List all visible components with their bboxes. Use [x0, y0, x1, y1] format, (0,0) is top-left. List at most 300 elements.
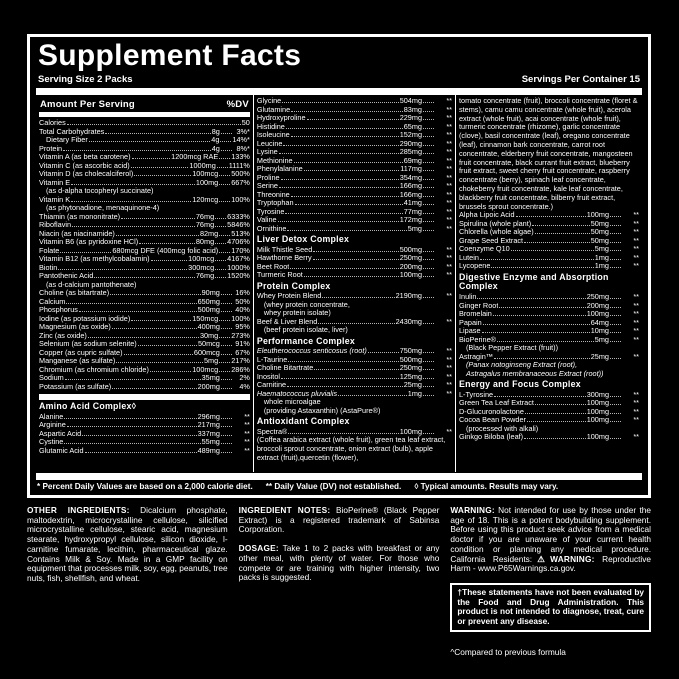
fda-disclaimer-text: †These statements have not been evaluated by the Food and Drug Administration. This product is not intended to diagnose, treat, cure or prevent any disease.: [457, 586, 645, 627]
nutrient-amount: 100mg: [586, 432, 609, 442]
nutrient-name: Alpha Lipoic Acid: [459, 211, 515, 220]
nutrient-amount: 680mcg DFE (400mcg folic acid): [112, 245, 219, 255]
nutrient-row: [257, 373, 452, 382]
dot-leader: [151, 260, 188, 261]
nutrient-amount: 90mg: [201, 288, 220, 297]
dot-leader: [221, 426, 232, 427]
dosage-text: Take 1 to 2 packs with breakfast or any other meal, with plenty of water. For those who compete or are training with higher intensity, two packs is suggested.: [238, 543, 440, 583]
dot-leader: [610, 225, 621, 226]
dot-leader: [286, 128, 403, 129]
nutrient-amount: 489mg: [197, 445, 220, 455]
nutrient-amount: 1000mg: [189, 160, 216, 170]
dot-leader: [423, 230, 434, 231]
dot-leader: [221, 328, 232, 329]
nutrient-row: [459, 391, 639, 400]
nutrient-dv: **: [446, 270, 452, 280]
divider-bar: [39, 394, 250, 400]
compared-note: ^Compared to previous formula: [450, 646, 566, 657]
nutrient-name: Milk Thistle Seed: [256, 245, 313, 254]
dot-leader: [483, 324, 590, 325]
nutrient-name: Cocoa Bean Powder: [459, 416, 526, 425]
dot-leader: [423, 170, 434, 171]
nutrient-name: Pantothenic Acid: [39, 272, 94, 280]
nutrient-name: D-Glucuronolactone: [459, 407, 524, 416]
dot-leader: [134, 175, 191, 176]
dot-leader: [219, 201, 230, 202]
nutrient-dv: **: [244, 445, 250, 455]
dot-leader: [338, 395, 407, 396]
nutrient-amount: 217mg: [197, 420, 220, 430]
nutrient-amount: 50mg: [590, 227, 609, 237]
nutrient-row: [257, 347, 452, 356]
dot-leader: [219, 320, 230, 321]
dot-leader: [610, 396, 621, 397]
nutrient-dv: **: [446, 371, 452, 381]
nutrient-columns: [36, 95, 642, 472]
nutrient-row: [39, 264, 250, 273]
nutrient-name: Tyrosine: [256, 207, 285, 216]
dot-leader: [610, 413, 621, 414]
nutrient-row: [459, 228, 639, 237]
nutrient-row: [459, 211, 639, 220]
nutrient-amount: 25mg: [403, 380, 422, 390]
section-header: Antioxidant Complex: [256, 416, 350, 427]
footnote-row: [36, 480, 642, 492]
dot-leader: [105, 133, 210, 134]
dot-leader: [610, 267, 621, 268]
dot-leader: [110, 294, 200, 295]
dot-leader: [313, 251, 398, 252]
bottom-section: [27, 506, 651, 657]
nutrient-name: Vitamin A (as beta carotene): [39, 153, 131, 161]
dot-leader: [215, 277, 226, 278]
nutrient-name: Chromium (as chromium chloride): [39, 365, 149, 374]
nutrient-name: Calories: [39, 119, 66, 127]
nutrient-amount: 296mg: [197, 411, 220, 421]
nutrient-amount: 5mg: [407, 223, 422, 233]
nutrient-name: Spirulina (whole plant): [459, 219, 532, 228]
dot-leader: [497, 341, 594, 342]
amount-per-serving-header-row: [39, 97, 250, 112]
nutrient-amount: 83mg: [403, 104, 422, 114]
dot-leader: [282, 102, 398, 103]
dot-leader: [610, 341, 621, 342]
dot-leader: [423, 136, 434, 137]
nutrient-name: Ginkgo Biloba (leaf): [459, 433, 524, 442]
other-ingredients-text: Dicalcium phosphate, maltodextrin, microcrystalline cellulose, silicified microcrystalline cellulose, stearic acid, magnesium stearate, hydroxypropyl cellulose, silicon dioxide, l-carnitine fumarate, lecithin, pharmaceutical glaze. Contains Milk & Soy. Made in a GMP facility on equipment that processes milk, soy, egg, peanuts, tree nuts, fish, shellfish, and wheat.: [27, 505, 228, 583]
dot-leader: [150, 371, 191, 372]
nutrient-name: Lipase: [459, 327, 481, 336]
dot-leader: [304, 170, 399, 171]
dot-leader: [423, 179, 434, 180]
nutrient-amount: 64mg: [590, 317, 609, 327]
nutrient-amount: 100mg: [586, 415, 609, 425]
dot-leader: [423, 196, 434, 197]
dot-leader: [288, 433, 398, 434]
nutrient-row: [39, 196, 250, 205]
ingredient-note: (beef protein isolate, liver): [263, 326, 348, 335]
nutrient-amount: 10mg: [590, 326, 609, 336]
nutrient-row: [39, 272, 250, 281]
nutrient-amount: 100mg: [195, 177, 219, 187]
nutrient-row: [257, 381, 452, 390]
nutrient-dv: 50%: [235, 296, 250, 306]
nutrient-row: [257, 199, 452, 208]
nutrient-row: [39, 247, 250, 256]
nutrient-amount: 1mg: [594, 252, 609, 262]
nutrient-dv: **: [633, 398, 639, 408]
dot-leader: [121, 218, 195, 219]
nutrient-name: Methionine: [256, 156, 293, 165]
nutrient-amount: 50mg: [590, 235, 609, 245]
dot-leader: [221, 388, 232, 389]
nutrient-amount: 337mg: [197, 428, 220, 438]
nutrient-amount: 354mg: [399, 172, 422, 182]
nutrient-dv: 5846%: [227, 220, 250, 229]
dot-leader: [423, 213, 434, 214]
nutrient-amount: 1mg: [594, 261, 609, 271]
dot-leader: [423, 259, 434, 260]
dot-leader: [221, 311, 232, 312]
dot-leader: [423, 187, 434, 188]
dot-leader: [71, 184, 195, 185]
dot-leader: [283, 145, 398, 146]
nutrient-row: [39, 179, 250, 188]
nutrient-dv: **: [446, 354, 452, 364]
ingredient-paragraph: tomato concentrate (fruit), broccoli concentrate (floret & stems), camu camu concentrate (whole fruit), acerola extract (whole fruit), acai concentrate (whole fruit), turmeric concentrate (rhizome), garlic concentrate (clove), basil concentrate (leaf), oregano concentrate (leaf), cinnamon bark concentrate, carrot root concentrate, elderberry fruit concentrate, mangosteen fruit concentrate, black currant fruit extract, blueberry fruit extract, sweet cherry fruit concentrate, raspberry concentrate (berry), spinach leaf concentrate, chokeberry fruit concentrate, kale leaf concentrate, blackberry fruit concentrate, bilberry fruit extract, brussels sprout concentrate.): [459, 96, 638, 211]
dot-leader: [423, 153, 434, 154]
nutrient-amount: 600mcg: [193, 347, 220, 357]
nutrient-amount: 69mg: [403, 155, 422, 165]
nutrient-row: [257, 191, 452, 200]
nutrient-dv: **: [633, 351, 639, 361]
dot-leader: [116, 362, 203, 363]
dot-leader: [610, 259, 621, 260]
nutrient-dv: **: [633, 227, 639, 237]
column-middle: [253, 95, 455, 472]
nutrient-dv: **: [446, 130, 452, 139]
nutrient-name: Vitamin B12 (as methylcobalamin): [39, 255, 150, 263]
dot-leader: [66, 303, 196, 304]
dot-leader: [138, 345, 197, 346]
nutrient-amount: 80mg: [195, 237, 215, 246]
nutrient-dv: **: [446, 104, 452, 114]
section-header: Digestive Enzyme and Absorption Complex: [459, 271, 609, 292]
nutrient-dv: **: [446, 121, 452, 131]
nutrient-amount: 285mg: [399, 147, 422, 156]
nutrient-row: [39, 255, 250, 264]
dot-leader: [279, 153, 399, 154]
nutrient-dv: **: [446, 198, 452, 207]
nutrient-name: Papain: [459, 318, 482, 327]
ingredient-note: (Panax notoginseng Extract (root),: [466, 361, 578, 370]
nutrient-row: [257, 174, 452, 183]
nutrient-name: Grape Seed Extract: [459, 236, 524, 245]
dot-leader: [215, 226, 226, 227]
nutrient-row: [459, 262, 639, 271]
nutrient-dv: 2%: [239, 373, 250, 382]
nutrient-dv: 1000%: [227, 262, 250, 272]
nutrient-dv: **: [446, 155, 452, 165]
nutrient-amount: 500mg: [399, 244, 422, 254]
nutrient-name: Dietary Fiber: [46, 136, 88, 144]
nutrient-name: Hawthorne Berry: [256, 254, 312, 263]
supplement-facts-panel: [27, 34, 651, 498]
nutrient-dv: 16%: [235, 288, 250, 297]
nutrient-dv: 513%: [231, 228, 250, 238]
prop65-warning-label: ⚠WARNING:: [532, 553, 595, 564]
prop65-warning-text: Reproductive Harm - www.P65Warnings.ca.gov.: [450, 553, 652, 574]
nutrient-amount: 76mg: [195, 211, 215, 221]
nutrient-name: Whey Protein Blend: [256, 292, 322, 301]
nutrient-name: Isoleucine: [256, 131, 290, 139]
dot-leader: [65, 379, 201, 380]
dot-leader: [64, 418, 196, 419]
ingredient-note: whey protein isolate): [263, 309, 331, 318]
dot-leader: [480, 259, 594, 260]
nutrient-dv: 100%: [231, 313, 250, 323]
dot-leader: [318, 323, 394, 324]
nutrient-row: [257, 106, 452, 115]
other-ingredients-paragraph: [27, 506, 228, 584]
nutrient-row: [257, 292, 452, 301]
dot-leader: [610, 298, 621, 299]
dot-leader: [219, 184, 230, 185]
nutrient-row: [257, 165, 452, 174]
nutrient-amount: 5mg: [204, 356, 219, 365]
nutrient-row: [39, 383, 250, 392]
nutrient-name: Biotin: [39, 263, 58, 272]
nutrient-name: Magnesium (as oxide): [39, 323, 111, 331]
nutrient-row: [257, 225, 452, 234]
nutrient-dv: **: [633, 292, 639, 302]
nutrient-name: Sodium: [39, 374, 64, 382]
dot-leader: [423, 369, 434, 370]
dot-leader: [116, 235, 199, 236]
nutrient-amount: 117mg: [400, 164, 422, 173]
nutrient-dv: 4167%: [227, 254, 250, 263]
nutrient-amount: 200mg: [586, 300, 609, 310]
dot-leader: [221, 418, 232, 419]
nutrient-row: [459, 399, 639, 408]
nutrient-amount: 4g: [211, 143, 220, 153]
nutrient-name: Valine: [256, 216, 277, 224]
nutrient-amount: 50: [241, 118, 250, 127]
nutrient-dv: **: [633, 317, 639, 327]
ingredient-note: (as phytonadione, menaquinone-4): [46, 204, 160, 212]
dot-leader: [491, 267, 593, 268]
dot-leader: [291, 136, 399, 137]
dv-header-label: %DV: [226, 99, 249, 110]
nutrient-name: Eleutherococcus senticosus (root): [256, 347, 367, 356]
ingredient-notes-text: BioPerine® (Black Pepper Extract) is a registered trademark of Sabinsa Corporation.: [238, 505, 440, 535]
nutrient-amount: 100mg: [399, 270, 422, 280]
dot-leader: [215, 243, 226, 244]
nutrient-amount: 100mg: [586, 309, 609, 319]
dot-leader: [281, 378, 399, 379]
warning-column: [450, 506, 651, 657]
dot-leader: [322, 297, 394, 298]
dot-leader: [221, 435, 232, 436]
nutrient-dv: **: [446, 388, 452, 398]
section-header: Liver Detox Complex: [256, 234, 350, 244]
nutrient-name: Ornithine: [256, 224, 287, 233]
ingredient-note: (Black Pepper Extract (fruit)): [466, 344, 559, 353]
nutrient-name: Serine: [256, 182, 278, 190]
dot-leader: [610, 438, 621, 439]
right-rows: [459, 97, 639, 442]
dot-leader: [423, 102, 434, 103]
nutrient-row: [459, 416, 639, 425]
dot-leader: [527, 421, 586, 422]
nutrient-amount: 100mcg: [192, 169, 219, 178]
nutrient-dv: **: [446, 181, 452, 190]
nutrient-row: [39, 306, 250, 315]
ingredient-note: (processed with alkali): [466, 424, 539, 433]
ingredient-note: (as d-calcium pantothenate): [46, 280, 137, 289]
nutrient-amount: 172mg: [399, 215, 422, 224]
nutrient-dv: **: [446, 363, 452, 373]
dot-leader: [215, 260, 226, 261]
dot-leader: [64, 443, 200, 444]
dot-leader: [532, 225, 590, 226]
nutrient-row: [459, 336, 639, 345]
dot-leader: [278, 221, 399, 222]
nutrient-name: Vitamin C (as ascorbic acid): [39, 161, 130, 170]
column-right: [455, 95, 642, 472]
dot-leader: [524, 242, 590, 243]
nutrient-name: Thiamin (as mononitrate): [39, 212, 121, 221]
nutrient-amount: 150mcg: [192, 313, 219, 323]
nutrient-amount: 41mg: [403, 198, 422, 207]
nutrient-dv: **: [633, 300, 639, 310]
nutrient-dv: **: [633, 326, 639, 336]
dot-leader: [215, 269, 226, 270]
nutrient-amount: 50mg: [590, 218, 609, 228]
nutrient-dv: 100%: [231, 194, 250, 204]
nutrient-amount: 200mg: [197, 381, 220, 391]
nutrient-amount: 35mg: [201, 373, 220, 382]
nutrient-amount: 250mg: [586, 292, 609, 302]
nutrient-name: Lutein: [459, 253, 479, 262]
dot-leader: [72, 226, 195, 227]
nutrient-amount: 76mg: [195, 220, 215, 229]
nutrient-dv: **: [633, 432, 639, 442]
dot-leader: [279, 187, 399, 188]
nutrient-dv: **: [633, 261, 639, 271]
nutrient-amount: 5mg: [594, 244, 609, 254]
nutrient-name: Calcium: [39, 297, 66, 306]
nutrient-dv: **: [446, 96, 452, 105]
notes-dosage-column: [239, 506, 440, 657]
nutrient-row: [459, 327, 639, 336]
nutrient-name: Coenzyme Q10: [459, 245, 510, 254]
nutrient-amount: 300mcg: [188, 262, 215, 272]
nutrient-name: Tryptophan: [256, 199, 294, 207]
nutrient-name: Iodine (as potassium iodide): [39, 314, 131, 323]
nutrient-dv: **: [446, 261, 452, 271]
dot-leader: [85, 452, 197, 453]
nutrient-dv: **: [446, 380, 452, 390]
nutrient-dv: 667%: [231, 177, 250, 187]
dot-leader: [290, 268, 398, 269]
dot-leader: [294, 162, 403, 163]
nutrient-row: [257, 131, 452, 140]
nutrient-row: [39, 145, 250, 154]
dot-leader: [67, 124, 241, 125]
nutrient-amount: 2190mg: [395, 291, 422, 301]
nutrient-name: Choline Bitartrate: [256, 364, 314, 373]
dot-leader: [60, 252, 111, 253]
dot-leader: [314, 369, 398, 370]
nutrient-row: [459, 254, 639, 263]
nutrient-dv: 40%: [235, 305, 250, 314]
nutrient-row: [459, 353, 639, 362]
dot-leader: [220, 141, 231, 142]
nutrient-amount: 125mg: [399, 371, 422, 381]
nutrient-name: BioPerine®: [459, 335, 497, 344]
nutrient-name: Cystine: [39, 438, 64, 447]
nutrient-name: Beef & Liver Blend: [256, 317, 318, 326]
nutrient-name: Green Tea Leaf Extract: [459, 399, 534, 408]
dot-leader: [307, 119, 399, 120]
dot-leader: [221, 379, 232, 380]
nutrient-dv: 3%*: [236, 126, 250, 136]
nutrient-amount: 120mcg: [192, 194, 219, 204]
dot-leader: [423, 251, 434, 252]
dot-leader: [58, 269, 187, 270]
nutrient-row: [459, 293, 639, 302]
dot-leader: [477, 298, 585, 299]
nutrient-dv: **: [633, 210, 639, 220]
nutrient-dv: 14%*: [232, 135, 250, 144]
column-left: [36, 95, 253, 472]
nutrient-amount: 65mg: [403, 121, 422, 131]
warning-text: Not intended for use by those under the age of 18. This is a potent bodybuilding supplement. Before using this product seek advice from a medical doctor if you are unaware of your current health condition or planning any medical procedure. California Residents:: [450, 505, 652, 564]
dot-leader: [79, 311, 197, 312]
dot-leader: [423, 276, 434, 277]
dot-leader: [221, 133, 232, 134]
nutrient-dv: 4%: [239, 381, 250, 391]
dot-leader: [131, 320, 191, 321]
dot-leader: [287, 386, 403, 387]
nutrient-name: L-Taurine: [256, 355, 288, 364]
dot-leader: [610, 242, 621, 243]
dot-leader: [291, 196, 399, 197]
dot-leader: [511, 250, 594, 251]
nutrient-dv: **: [446, 316, 452, 326]
dot-leader: [112, 328, 197, 329]
dot-leader: [423, 128, 434, 129]
nutrient-name: Histidine: [256, 122, 285, 131]
nutrient-dv: **: [244, 428, 250, 438]
dot-leader: [423, 111, 434, 112]
nutrient-amount: 50mcg: [197, 339, 220, 348]
nutrient-row: [257, 271, 452, 280]
nutrient-row: [257, 140, 452, 149]
nutrient-dv: **: [446, 172, 452, 182]
dot-leader: [610, 324, 621, 325]
nutrient-name: Inositol: [256, 372, 280, 381]
section-header: Energy and Focus Complex: [459, 379, 581, 390]
dot-leader: [535, 233, 590, 234]
nutrient-dv: 286%: [231, 364, 250, 374]
nutrient-row: [257, 356, 452, 365]
dot-leader: [610, 250, 621, 251]
nutrient-dv: **: [633, 334, 639, 344]
nutrient-dv: 217%: [231, 356, 250, 365]
nutrient-dv: 6333%: [227, 211, 250, 221]
